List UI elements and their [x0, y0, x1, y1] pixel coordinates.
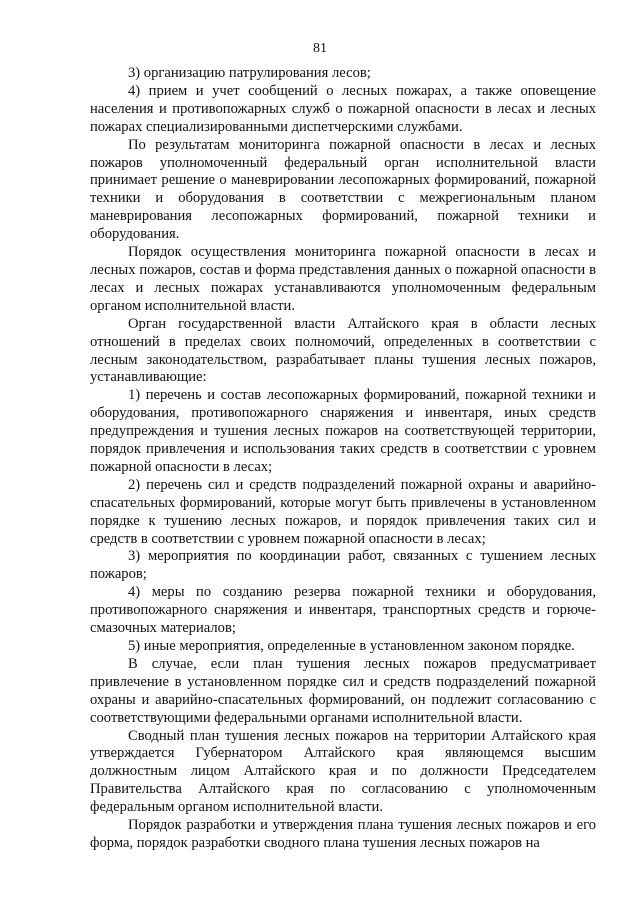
paragraph-plan-item-4: 4) меры по созданию резерва пожарной техники и оборудования, противопожарного снаряжения и инвентаря, транспортных средств и горюче-смазочных материалов; [90, 584, 596, 637]
paragraph-plan-item-2: 2) перечень сил и средств подразделений пожарной охраны и аварийно-спасательных формирований, которые могут быть привлечены в установленном порядке к тушению лесных пожаров, и порядок привлечения таких сил и средств в соответствии с уровнем пожарной опасности в лесах; [90, 476, 596, 547]
paragraph-monitoring-results: По результатам мониторинга пожарной опасности в лесах и лесных пожаров уполномоченный федеральный орган исполнительной власти принимает решение о маневрировании лесопожарных формирований, пожарной техники и оборудования в соответствии с межрегиональным планом маневрирования лесопожарных формирований, пожарной техники и оборудования. [90, 136, 596, 243]
paragraph-monitoring-procedure: Порядок осуществления мониторинга пожарной опасности в лесах и лесных пожаров, состав и форма представления данных о пожарной опасности в лесах и лесных пожарах устанавливаются уполномоченным федеральным органом исполнительной власти. [90, 244, 596, 314]
page-number: 81 [313, 41, 327, 56]
paragraph-item-4-reports: 4) прием и учет сообщений о лесных пожарах, а также оповещение населения и противопожарных служб о пожарной опасности в лесах и лесных пожарах специализированными диспетчерскими службами. [90, 82, 596, 135]
paragraph-item-3-patrol: 3) организацию патрулирования лесов; [128, 65, 371, 81]
paragraph-plan-approval-federal: В случае, если план тушения лесных пожаров предусматривает привлечение в установленном порядке сил и средств подразделений пожарной охраны и аварийно-спасательных формирований, он подлежит согласованию с соответствующими федеральными органами исполнительной власти. [90, 655, 596, 726]
paragraph-plan-item-1: 1) перечень и состав лесопожарных формирований, пожарной техники и оборудования, противопожарного снаряжения и инвентаря, иных средств предупреждения и тушения лесных пожаров на соответствующей территории, порядок привлечения и использования таких средств в соответствии с уровнем пожарной опасности в лесах; [90, 387, 596, 475]
paragraph-plan-item-5: 5) иные мероприятия, определенные в установленном законом порядке. [128, 638, 575, 654]
paragraph-regional-authority: Орган государственной власти Алтайского края в области лесных отношений в пределах своих полномочий, определенных в соответствии с лесным законодательством, разрабатывает планы тушения лесных пожаров, устанавливающие: [90, 315, 596, 386]
paragraph-plan-procedure: Порядок разработки и утверждения плана тушения лесных пожаров и его форма, порядок разработки сводного плана тушения лесных пожаров на [90, 817, 596, 851]
paragraph-consolidated-plan: Сводный план тушения лесных пожаров на территории Алтайского края утверждается Губернатором Алтайского края являющемся высшим должностным лицом Алтайского края и по должности Председателем Правительства Алтайского края по согласованию с уполномоченным федеральным органом исполнительной власти. [90, 727, 596, 816]
paragraph-plan-item-3: 3) мероприятия по координации работ, связанных с тушением лесных пожаров; [90, 548, 596, 583]
document-body [90, 65, 596, 853]
